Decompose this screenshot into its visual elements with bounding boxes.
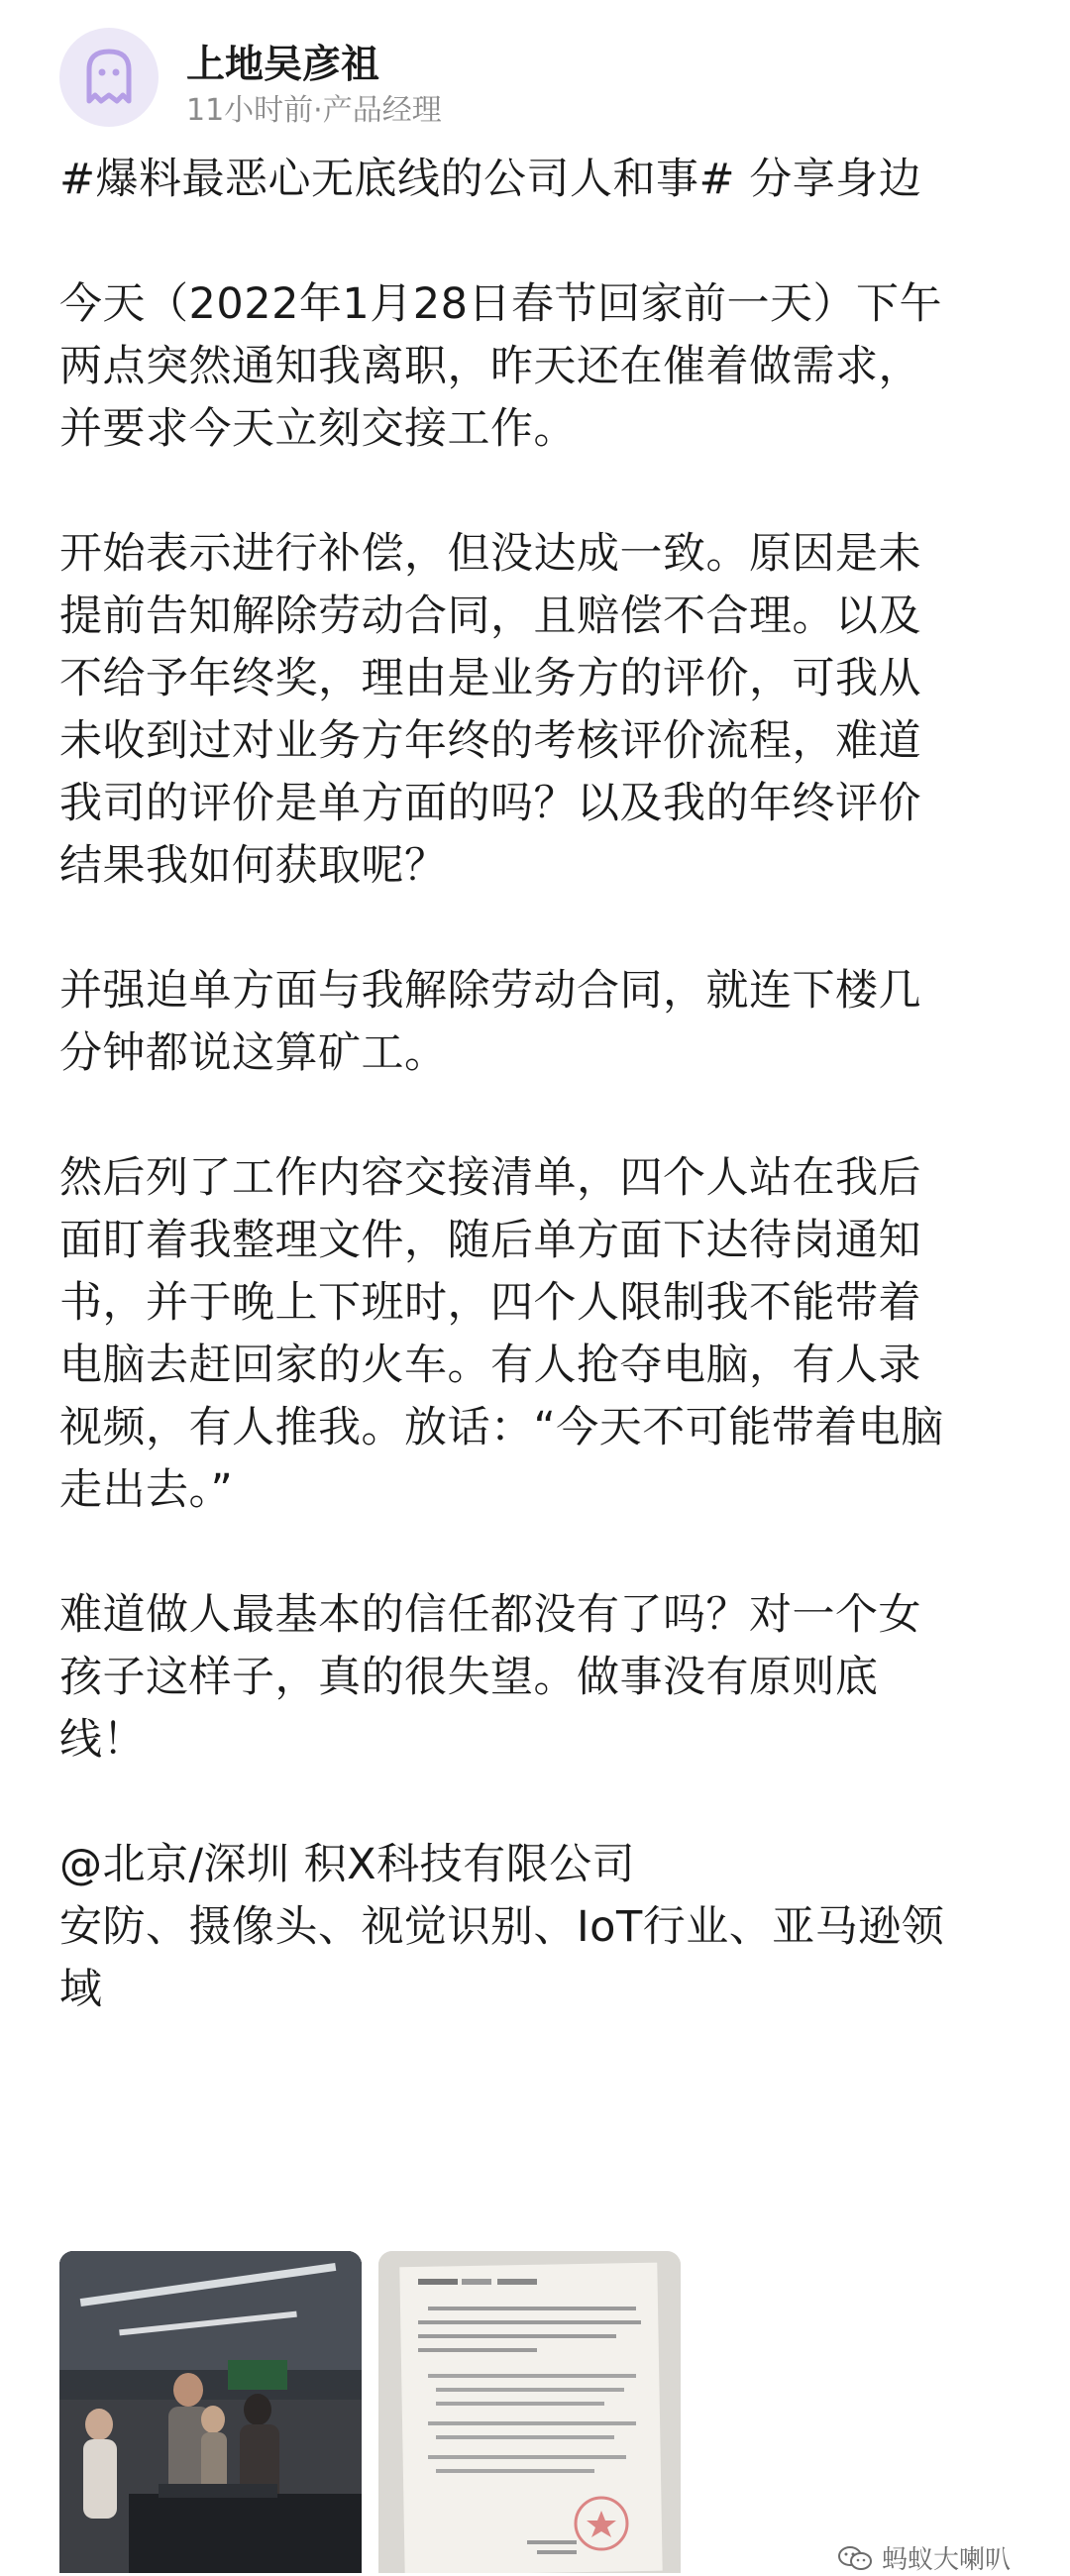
post-line: 走出去。” <box>59 1465 234 1515</box>
post-paragraph <box>59 1834 1011 2021</box>
post-paragraph <box>59 523 1011 898</box>
post-line: 电脑去赶回家的火车。有人抢夺电脑，有人录 <box>59 1341 921 1390</box>
post-line: 书，并于晚上下班时，四个人限制我不能带着 <box>59 1278 921 1328</box>
post-paragraph <box>59 1147 1011 1522</box>
post-line: 然后列了工作内容交接清单，四个人站在我后 <box>59 1153 921 1203</box>
avatar[interactable] <box>59 28 159 127</box>
post-paragraph <box>59 149 1011 211</box>
post-line: 面盯着我整理文件，随后单方面下达待岗通知 <box>59 1216 921 1265</box>
post-paragraph <box>59 273 1011 461</box>
post-line: 未收到过对业务方年终的考核评价流程，难道 <box>59 716 921 766</box>
post-line: 视频，有人推我。放话：“今天不可能带着电脑 <box>59 1403 944 1452</box>
post-line: 并要求今天立刻交接工作。 <box>59 404 577 454</box>
office-scene-photo[interactable] <box>59 2251 362 2573</box>
post-line: 并强迫单方面与我解除劳动合同，就连下楼几 <box>59 966 921 1016</box>
notice-document-photo[interactable] <box>378 2251 681 2573</box>
post-line: 结果我如何获取呢？ <box>59 841 448 891</box>
post-paragraph <box>59 1584 1011 1771</box>
wechat-icon <box>836 2545 874 2571</box>
image-grid <box>59 2251 1011 2573</box>
post-line: 开始表示进行补偿，但没达成一致。原因是未 <box>59 529 921 579</box>
post-line: 难道做人最基本的信任都没有了吗？对一个女 <box>59 1590 921 1640</box>
watermark <box>836 2539 1011 2576</box>
post-line: 域 <box>59 1965 103 2014</box>
ghost-avatar-icon <box>59 28 159 127</box>
post-line: 两点突然通知我离职，昨天还在催着做需求， <box>59 342 921 391</box>
post-paragraph <box>59 960 1011 1085</box>
post-line: 提前告知解除劳动合同，且赔偿不合理。以及 <box>59 591 921 641</box>
post-line: 孩子这样子，真的很失望。做事没有原则底 <box>59 1653 879 1702</box>
post-line: #爆料最恶心无底线的公司人和事# 分享身边 <box>59 155 922 204</box>
post-line: @北京/深圳 积X科技有限公司 <box>59 1840 636 1889</box>
post-line: 今天（2022年1月28日春节回家前一天）下午 <box>59 279 943 329</box>
post-line: 线！ <box>59 1715 146 1765</box>
post-line: 我司的评价是单方面的吗？以及我的年终评价 <box>59 779 921 828</box>
watermark-text: 蚂蚁大喇叭 <box>881 2545 1011 2575</box>
post-header <box>59 28 1011 137</box>
post-meta: 11小时前·产品经理 <box>186 93 442 128</box>
post-line: 不给予年终奖，理由是业务方的评价，可我从 <box>59 654 921 703</box>
post-line: 安防、摄像头、视觉识别、IoT行业、亚马逊领 <box>59 1902 945 1952</box>
post-body <box>59 149 1011 2084</box>
post-line: 分钟都说这算矿工。 <box>59 1028 448 1078</box>
author-name[interactable]: 上地吴彦祖 <box>186 43 380 87</box>
